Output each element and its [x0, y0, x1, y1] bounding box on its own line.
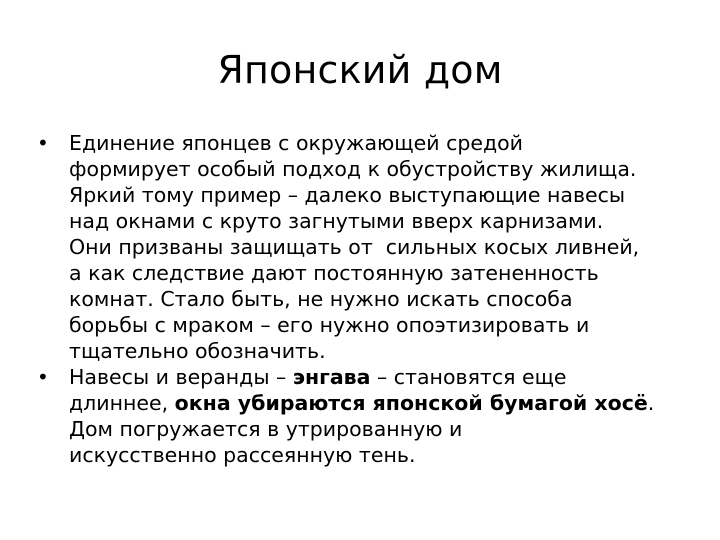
- term-shoji-windows: окна убираются японской бумагой хосё: [174, 391, 648, 415]
- bullet-1-line-2: формирует особый подход к обустройству жилища.: [69, 157, 637, 181]
- text-run: длиннее,: [69, 391, 175, 415]
- bullet-2-line-1: [69, 364, 697, 390]
- bullet-1-line-8: борьбы с мраком – его нужно опоэтизировать и: [69, 313, 590, 337]
- bullet-1-line-3: Яркий тому пример – далеко выступающие навесы: [69, 183, 626, 207]
- bullet-dot-icon: •: [37, 365, 49, 389]
- bullet-2-line-2: [69, 390, 697, 416]
- text-run: – становятся еще: [370, 365, 567, 389]
- text-run: Навесы и веранды –: [69, 365, 293, 389]
- bullet-1-line-7: комнат. Стало быть, не нужно искать способа: [69, 287, 573, 311]
- bullet-1-line-5: Они призваны защищать от сильных косых ливней,: [69, 235, 640, 259]
- bullet-1-line-4: над окнами с круто загнутыми вверх карнизами.: [69, 209, 604, 233]
- slide-content: [37, 130, 697, 468]
- bullet-item-2: [37, 364, 697, 468]
- bullet-1-line-1: Единение японцев с окружающей средой: [69, 131, 524, 155]
- term-engawa: энгава: [292, 365, 371, 389]
- bullet-item-1: [37, 130, 697, 364]
- bullet-1-line-6: а как следствие дают постоянную затененность: [69, 261, 599, 285]
- bullet-1-line-9: тщательно обозначить.: [69, 339, 326, 363]
- text-run: .: [647, 391, 655, 415]
- bullet-2-line-3: Дом погружается в утрированную и: [69, 417, 463, 441]
- bullet-dot-icon: •: [37, 131, 49, 155]
- bullet-2-line-4: искусственно рассеянную тень.: [69, 443, 416, 467]
- slide-title: Японский дом: [217, 48, 503, 92]
